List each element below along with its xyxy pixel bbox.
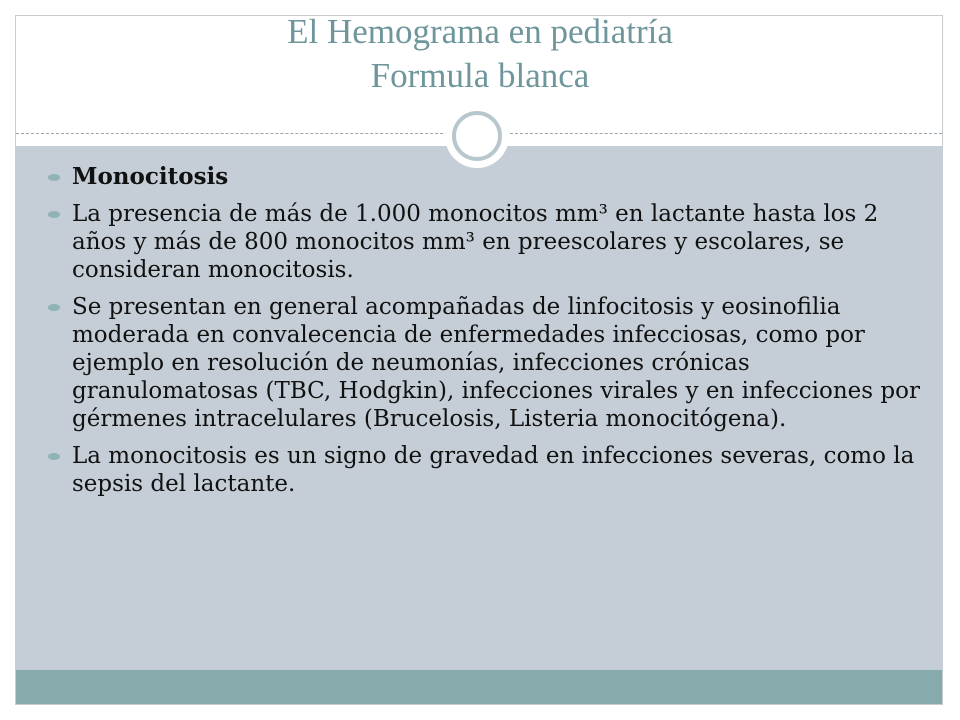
bullet-item-definition — [48, 200, 928, 284]
bullet-dot-icon — [48, 211, 60, 218]
bullet-list — [48, 163, 928, 507]
bullet-item-causes — [48, 293, 928, 433]
bullet-dot-icon — [48, 304, 60, 311]
title-line-1: El Hemograma en pediatría — [287, 12, 673, 51]
bullet-dot-icon — [48, 453, 60, 460]
bullet-text: La monocitosis es un signo de gravedad en infecciones severas, como la sepsis del lactante. — [72, 443, 915, 497]
title-line-2: Formula blanca — [370, 56, 590, 95]
bullet-text: La presencia de más de 1.000 monocitos mm³ en lactante hasta los 2 años y más de 800 monocitos mm³ en preescolares y escolares, se consideran monocitosis. — [72, 201, 879, 283]
bullet-text: Monocitosis — [72, 163, 229, 190]
decorative-ring-icon — [445, 104, 509, 168]
footer-band — [16, 670, 942, 704]
bullet-dot-icon — [48, 174, 60, 181]
bullet-item-severity — [48, 442, 928, 498]
ring-inner — [452, 111, 502, 161]
bullet-item-heading — [48, 163, 928, 191]
bullet-text: Se presentan en general acompañadas de linfocitosis y eosinofilia moderada en convalecencia de enfermedades infecciosas, como por ejemplo en resolución de neumonías, infecciones crónicas granulomatosas (TBC, Hodgkin), infecciones virales y en infecciones por gérmenes intracelulares (Brucelosis, Listeria monocitógena). — [72, 294, 920, 432]
